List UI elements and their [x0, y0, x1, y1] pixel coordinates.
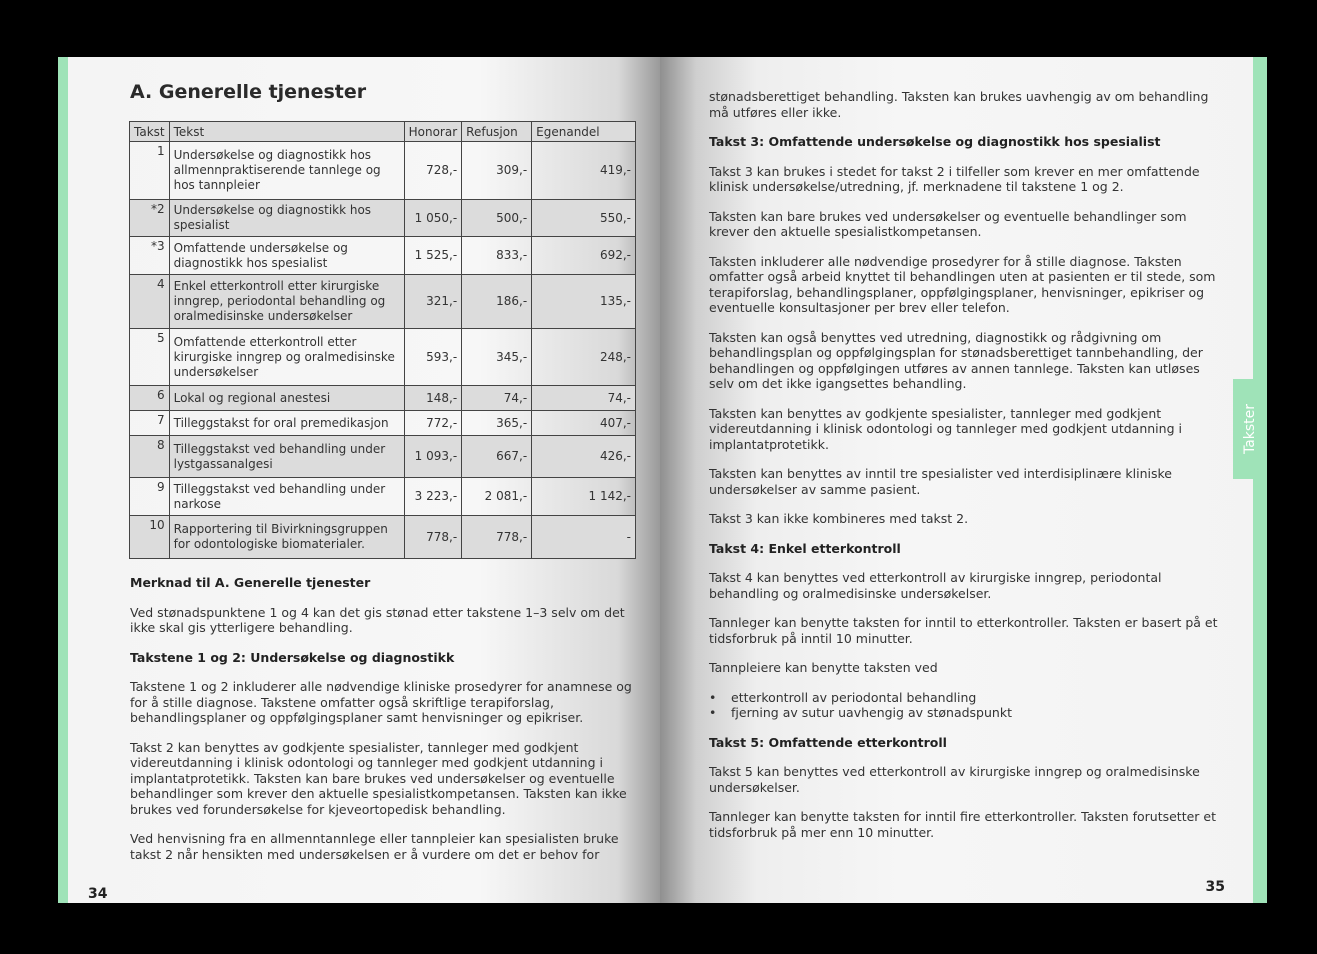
- section-title: A. Generelle tjenester: [130, 81, 367, 103]
- paragraph: Taksten kan benyttes av inntil tre spesialister ved interdisiplinære kliniske undersøkelser av samme pasient.: [709, 466, 1172, 497]
- header-takst: Takst: [130, 122, 170, 142]
- table-row: [130, 436, 636, 478]
- cell-egenandel: 74,-: [532, 386, 636, 411]
- cell-honorar: 778,-: [404, 516, 462, 559]
- cell-refusjon: 667,-: [462, 436, 532, 478]
- table-row: [130, 411, 636, 436]
- cell-refusjon: 309,-: [462, 142, 532, 200]
- right-body-text: [709, 89, 1221, 854]
- table-row: [130, 386, 636, 411]
- cell-tekst: Tilleggstakst ved behandling under narkose: [169, 478, 404, 516]
- page-number-left: 34: [88, 886, 108, 902]
- bullet-list: [709, 690, 1221, 721]
- cell-takst: 5: [130, 329, 170, 386]
- paragraph: Tannleger kan benytte taksten for inntil to etterkontroller. Taksten er basert på et tidsforbruk på inntil 10 minutter.: [709, 615, 1218, 646]
- cell-egenandel: -: [532, 516, 636, 559]
- cell-refusjon: 778,-: [462, 516, 532, 559]
- cell-honorar: 1 050,-: [404, 200, 462, 237]
- cell-tekst: Omfattende etterkontroll etter kirurgiske inngrep og oralmedisinske undersøkelser: [169, 329, 404, 386]
- table-row: [130, 478, 636, 516]
- left-body-text: [130, 575, 635, 876]
- cell-egenandel: 419,-: [532, 142, 636, 200]
- green-page-edge: [1253, 57, 1267, 903]
- cell-takst: 4: [130, 275, 170, 329]
- cell-egenandel: 248,-: [532, 329, 636, 386]
- cell-egenandel: 407,-: [532, 411, 636, 436]
- paragraph: Takst 3 kan brukes i stedet for takst 2 i tilfeller som krever en mer omfattende klinisk undersøkelse/utredning, jf. merknadene til takstene 1 og 2.: [709, 163, 1200, 194]
- cell-egenandel: 692,-: [532, 237, 636, 275]
- paragraph: Taksten inkluderer alle nødvendige prosedyrer for å stille diagnose. Taksten omfatter også arbeid knyttet til behandlingen uten at pasienten er til stede, som terapiforslag, behandlingsplaner, oppfølgingsplaner, henvisninger, epikriser og eventuelle konsultasjoner per brev eller telefon.: [709, 253, 1216, 315]
- cell-honorar: 593,-: [404, 329, 462, 386]
- subheading-takst-3: Takst 3: Omfattende undersøkelse og diagnostikk hos spesialist: [709, 134, 1161, 149]
- subheading-takst-4: Takst 4: Enkel etterkontroll: [709, 540, 901, 556]
- list-item: • etterkontroll av periodontal behandling: [731, 690, 1221, 706]
- cell-tekst: Undersøkelse og diagnostikk hos spesialist: [169, 200, 404, 237]
- cell-takst: *2: [130, 200, 170, 237]
- cell-tekst: Tilleggstakst ved behandling under lystgassanalgesi: [169, 436, 404, 478]
- table-row: [130, 200, 636, 237]
- paragraph: Taksten kan også benyttes ved utredning, diagnostikk og rådgivning om behandlingsplan og oppfølgingsplan for stønadsberettiget tannbehandling, der behandlingen og oppfølgingen utføres av annen tannlege. Taksten kan utløses selv om det ikke igangsettes behandling.: [709, 329, 1203, 391]
- paragraph: Tannleger kan benytte taksten for inntil fire etterkontroller. Taksten forutsetter et tidsforbruk på mer enn 10 minutter.: [709, 809, 1217, 840]
- header-egenandel: Egenandel: [532, 122, 636, 142]
- header-refusjon: Refusjon: [462, 122, 532, 142]
- paragraph: Takst 3 kan ikke kombineres med takst 2.: [709, 511, 969, 526]
- subheading-takst-1-2: Takstene 1 og 2: Undersøkelse og diagnostikk: [130, 649, 455, 665]
- cell-egenandel: 135,-: [532, 275, 636, 329]
- section-tab-label: Takster: [1242, 403, 1258, 455]
- cell-refusjon: 833,-: [462, 237, 532, 275]
- table-header-row: [130, 122, 636, 142]
- fee-table: [129, 121, 636, 559]
- paragraph: Takst 2 kan benyttes av godkjente spesialister, tannleger med godkjent videreutdanning i klinisk odontologi og tannleger med godkjent utdanning i implantatprotetikk. Taksten kan bare brukes ved undersøkelser og eventuelle behandlinger som krever den aktuelle spesialistkompetansen. Taksten kan ikke brukes ved forundersøkelse for kjeveortopedisk behandling.: [130, 739, 627, 817]
- cell-tekst: Omfattende undersøkelse og diagnostikk hos spesialist: [169, 237, 404, 275]
- cell-takst: *3: [130, 237, 170, 275]
- cell-refusjon: 74,-: [462, 386, 532, 411]
- section-tab: [1233, 379, 1267, 479]
- cell-refusjon: 500,-: [462, 200, 532, 237]
- paragraph: stønadsberettiget behandling. Taksten kan brukes uavhengig av om behandling må utføres eller ikke.: [709, 89, 1209, 120]
- merknad-heading: Merknad til A. Generelle tjenester: [130, 575, 371, 590]
- paragraph: Ved henvisning fra en allmenntannlege eller tannpleier kan spesialisten bruke takst 2 når hensikten med undersøkelsen er å vurdere om det er behov for: [130, 831, 619, 862]
- cell-takst: 7: [130, 411, 170, 436]
- cell-takst: 6: [130, 386, 170, 411]
- left-page: [58, 57, 660, 903]
- cell-honorar: 321,-: [404, 275, 462, 329]
- cell-takst: 8: [130, 436, 170, 478]
- paragraph: Taksten kan bare brukes ved undersøkelser og eventuelle behandlinger som krever den aktuelle spesialistkompetansen.: [709, 208, 1187, 239]
- paragraph: Takst 5 kan benyttes ved etterkontroll av kirurgiske inngrep og oralmedisinske undersøkelser.: [709, 764, 1200, 795]
- paragraph: Takstene 1 og 2 inkluderer alle nødvendige kliniske prosedyrer for anamnese og for å stille diagnose. Takstene omfatter også skriftlige terapiforslag, behandlingsplaner og oppfølgingsplaner samt henvisninger og epikriser.: [130, 679, 632, 725]
- cell-honorar: 148,-: [404, 386, 462, 411]
- cell-tekst: Lokal og regional anestesi: [169, 386, 404, 411]
- cell-tekst: Rapportering til Bivirkningsgruppen for odontologiske biomaterialer.: [169, 516, 404, 559]
- cell-tekst: Tilleggstakst for oral premedikasjon: [169, 411, 404, 436]
- cell-egenandel: 1 142,-: [532, 478, 636, 516]
- paragraph: Taksten kan benyttes av godkjente spesialister, tannleger med godkjent videreutdanning i klinisk odontologi og tannleger med godkjent utdanning i implantatprotetikk.: [709, 405, 1182, 452]
- paragraph: Takst 4 kan benyttes ved etterkontroll av kirurgiske inngrep, periodontal behandling og oralmedisinske undersøkelser.: [709, 570, 1162, 601]
- header-tekst: Tekst: [169, 122, 404, 142]
- cell-takst: 1: [130, 142, 170, 200]
- cell-tekst: Enkel etterkontroll etter kirurgiske inngrep, periodontal behandling og oralmedisinske undersøkelser: [169, 275, 404, 329]
- table-row: [130, 142, 636, 200]
- cell-honorar: 1 093,-: [404, 436, 462, 478]
- paragraph: Ved stønadspunktene 1 og 4 kan det gis stønad etter takstene 1–3 selv om det ikke skal gis ytterligere behandling.: [130, 604, 625, 635]
- cell-egenandel: 550,-: [532, 200, 636, 237]
- table-row: [130, 237, 636, 275]
- cell-honorar: 728,-: [404, 142, 462, 200]
- page-number-right: 35: [1205, 879, 1225, 895]
- cell-refusjon: 186,-: [462, 275, 532, 329]
- cell-takst: 9: [130, 478, 170, 516]
- paragraph: Tannpleiere kan benytte taksten ved: [709, 660, 938, 675]
- green-page-edge: [58, 57, 68, 903]
- list-item: • fjerning av sutur uavhengig av stønadspunkt: [731, 705, 1221, 721]
- cell-honorar: 1 525,-: [404, 237, 462, 275]
- right-page: [660, 57, 1267, 903]
- subheading-takst-5: Takst 5: Omfattende etterkontroll: [709, 734, 947, 750]
- cell-refusjon: 365,-: [462, 411, 532, 436]
- header-honorar: Honorar: [404, 122, 462, 142]
- cell-tekst: Undersøkelse og diagnostikk hos allmennpraktiserende tannlege og hos tannpleier: [169, 142, 404, 200]
- cell-refusjon: 345,-: [462, 329, 532, 386]
- table-row: [130, 329, 636, 386]
- cell-honorar: 3 223,-: [404, 478, 462, 516]
- table-row: [130, 516, 636, 559]
- cell-refusjon: 2 081,-: [462, 478, 532, 516]
- cell-egenandel: 426,-: [532, 436, 636, 478]
- cell-honorar: 772,-: [404, 411, 462, 436]
- table-row: [130, 275, 636, 329]
- cell-takst: 10: [130, 516, 170, 559]
